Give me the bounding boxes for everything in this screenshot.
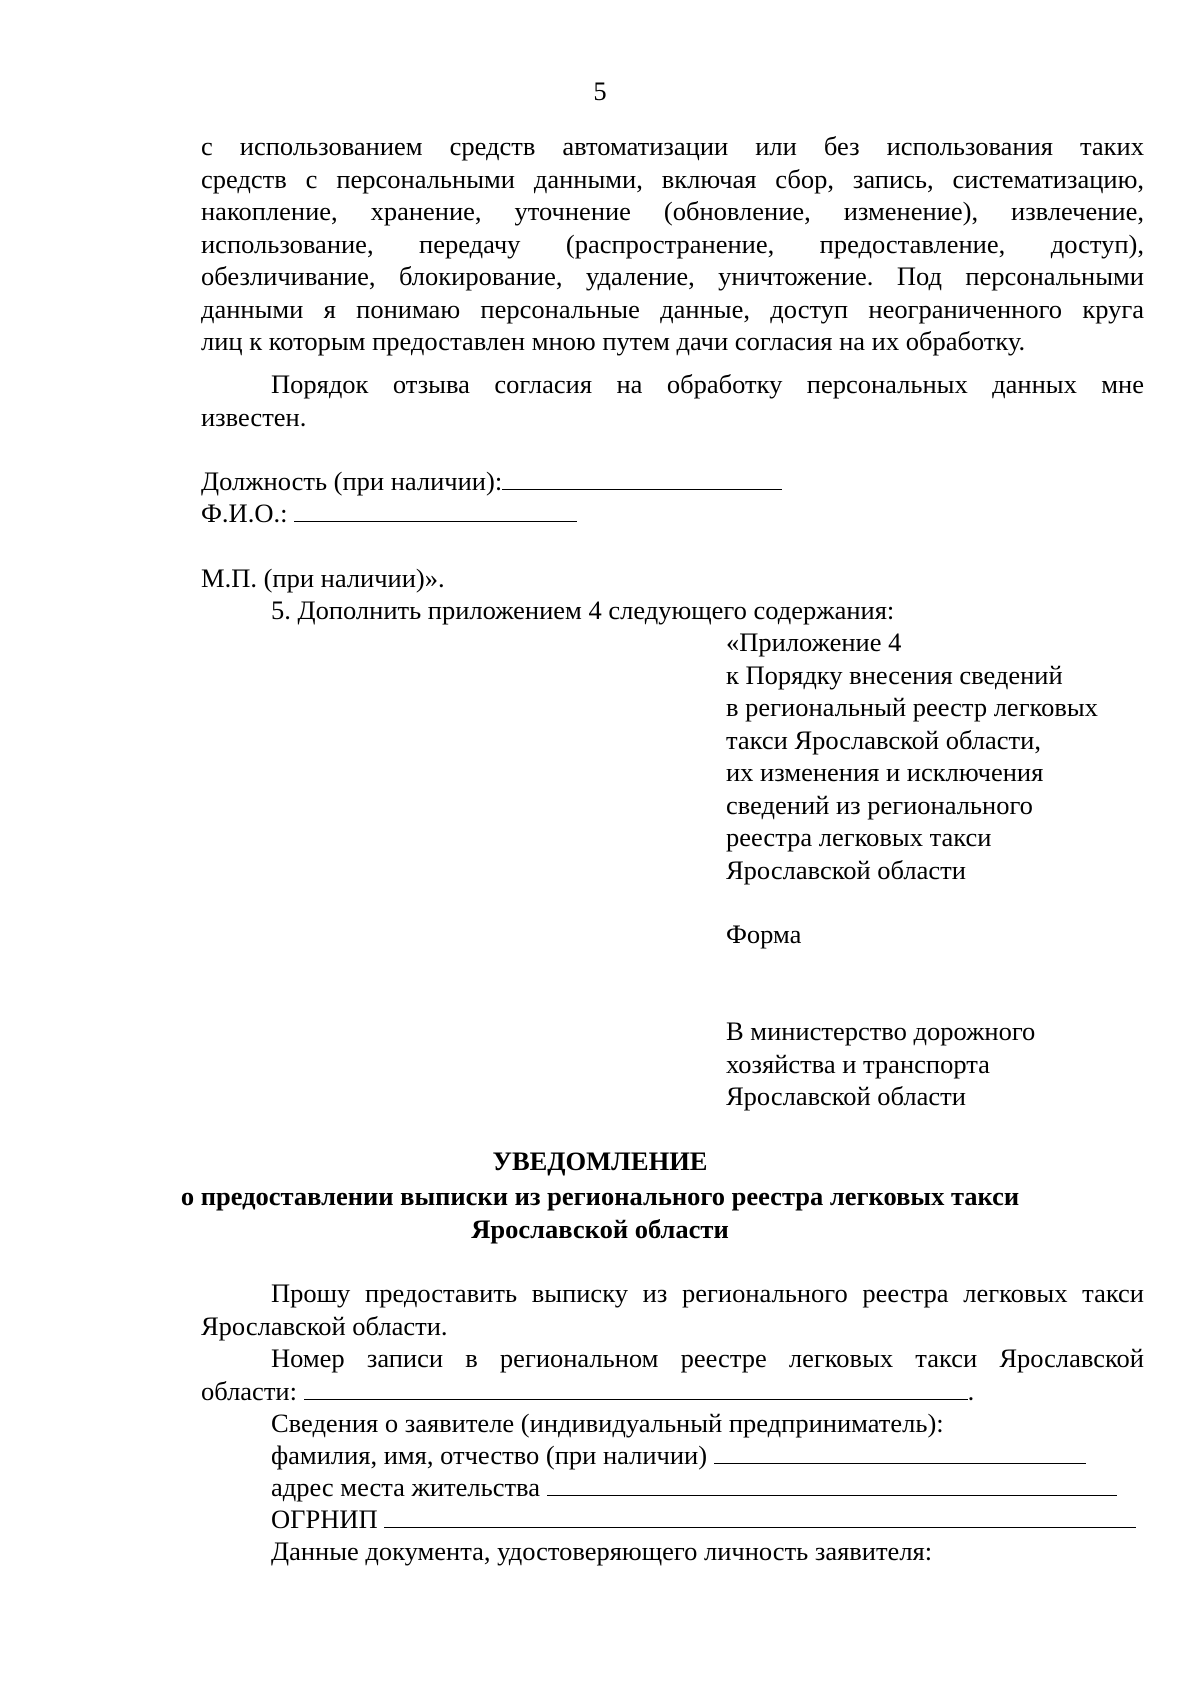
record-number-end: . [967,1375,975,1406]
ogrnip-field [271,1503,1136,1536]
consent-paragraph [201,130,1144,358]
applicant-fio-field [271,1439,1086,1472]
paragraph-line: Номер записи в региональном реестре легковых такси Ярославской [271,1343,1144,1373]
appendix-header-line: Ярославской области [726,854,966,885]
paragraph-line: данными я понимаю персональные данные, доступ неограниченного круга [201,293,1144,324]
page-number: 5 [593,76,607,106]
paragraph-line: средств с персональными данными, включая сбор, запись, систематизацию, [201,163,1144,194]
paragraph-line: Порядок отзыва согласия на обработку персональных данных мне [271,369,1144,399]
record-number-label: области: [201,1375,297,1406]
applicant-fio-label: фамилия, имя, отчество (при наличии) [271,1440,708,1470]
appendix-header-line: такси Ярославской области, [726,724,1041,755]
record-number-field [201,1342,1144,1407]
item-5-text: 5. Дополнить приложением 4 следующего содержания: [271,595,895,625]
addressee [726,1015,1035,1113]
paragraph-line: с использованием средств автоматизации или без использования таких [201,131,1144,161]
revocation-paragraph [201,368,1144,433]
appendix-header-line: в региональный реестр легковых [726,692,1098,722]
addressee-line: Ярославской области [726,1081,966,1111]
paragraph-line: Прошу предоставить выписку из регионального реестра легковых такси [271,1278,1144,1308]
address-blank-line[interactable] [547,1471,1117,1496]
appendix-header [726,626,1098,886]
paragraph-line: накопление, хранение, уточнение (обновление, изменение), извлечение, [201,196,1144,226]
fio-blank-line[interactable] [294,497,577,522]
record-number-blank-line[interactable] [304,1375,968,1400]
paragraph-line: обезличивание, блокирование, удаление, уничтожение. Под персональными [201,261,1144,291]
paragraph-line: Ярославской области. [201,1310,448,1341]
appendix-header-line: сведений из регионального [726,789,1033,820]
applicant-fio-blank-line[interactable] [714,1439,1086,1464]
position-label: Должность (при наличии): [201,466,503,496]
stamp-label: М.П. (при наличии)». [201,563,445,593]
ogrnip-blank-line[interactable] [384,1503,1136,1528]
ogrnip-label: ОГРНИП [271,1504,378,1534]
position-blank-line[interactable] [502,465,782,490]
address-label: адрес места жительства [271,1472,540,1502]
paragraph-line: использование, передачу (распространение, предоставление, доступ), [201,228,1144,259]
addressee-line: В министерство дорожного [726,1016,1036,1046]
fio-field [201,497,577,530]
form-label: Форма [726,919,802,949]
paragraph-line: известен. [201,401,307,432]
notice-subtitle: о предоставлении выписки из регионального реестра легковых такси [180,1181,1020,1211]
request-paragraph [201,1277,1144,1342]
appendix-header-line: «Приложение 4 [726,627,902,657]
fio-label: Ф.И.О.: [201,498,288,528]
notice-title: УВЕДОМЛЕНИЕ [492,1146,708,1176]
appendix-header-line: реестра легковых такси [726,822,992,852]
address-field [271,1471,1117,1504]
paragraph-line: лиц к которым предоставлен мною путем дачи согласия на их обработку. [201,326,1026,356]
appendix-header-line: их изменения и исключения [726,757,1044,787]
notice-subtitle: Ярославской области [471,1214,729,1244]
applicant-heading: Сведения о заявителе (индивидуальный предприниматель): [271,1408,944,1438]
id-document-heading: Данные документа, удостоверяющего личность заявителя: [271,1536,933,1566]
appendix-header-line: к Порядку внесения сведений [726,659,1063,690]
addressee-line: хозяйства и транспорта [726,1048,990,1079]
position-field [201,465,782,498]
